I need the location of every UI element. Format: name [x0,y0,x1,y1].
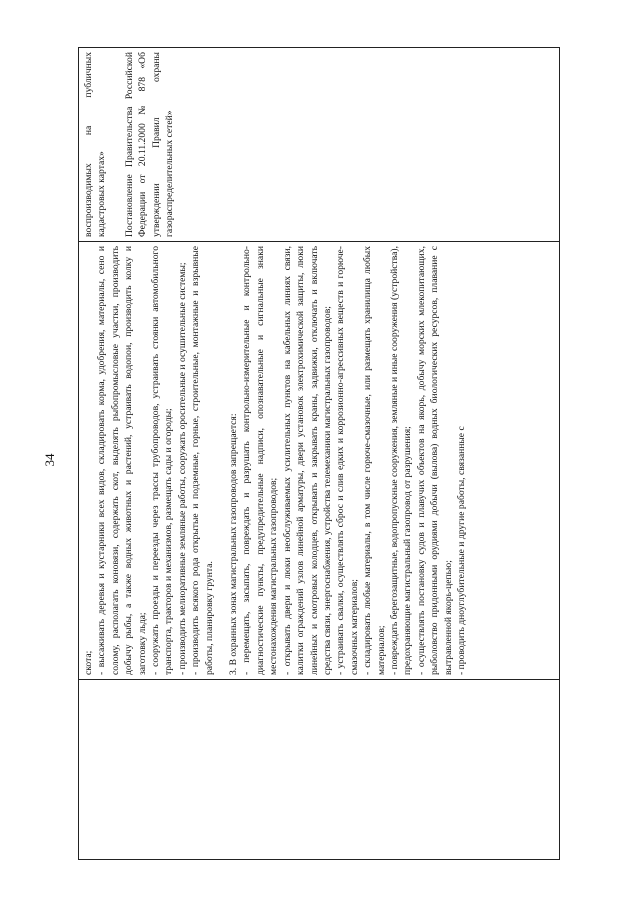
section-heading: 3. В охранных зонах магистральных газопроводов запрещается: [228,413,240,675]
restriction-paragraph: - сооружать проезды и переезды через трассы трубопроводов, устраивать стоянки автомобильного транспорта, тракторов и механизмов, размещать сады и огороды; [150,246,175,675]
table-row [79,48,560,860]
restriction-paragraph: - устраивать свалки, осуществлять сброс и слив едких и коррозионно-агрессивных веществ и горюче-смазочных материалов; [335,246,360,675]
restriction-paragraph: - проводить дноуглубительные и другие работы, связанные с [455,426,467,675]
restriction-paragraph: - осуществлять постановку судов и плавучих объектов на якорь, добычу морских млекопитающих, рыболовство придонными орудиями добычи (вылова) водных биологических ресурсов, плавание с вытравленной якорь-цепью; [415,246,454,675]
source-text [82,52,176,237]
restrictions-text [82,246,468,675]
landscape-table-wrapper [78,48,560,860]
restrictions-cell [79,242,560,680]
restriction-paragraph: скота; [83,650,94,675]
source-decree: Постановление Правительства Российской Федерации от 20.11.2000 № 878 «Об утверждении Правил охраны газораспределительных сетей» [123,52,176,237]
regulations-table [78,47,560,860]
source-cell [79,48,560,242]
restriction-paragraph: - перемещать, засыпать, повреждать и разрушать контрольно-измерительные и контрольно-диагностические пункты, предупредительные надписи, опознавательные и сигнальные знаки местонахождения магистральных газопроводов; [241,246,280,675]
rotated-table-frame [78,48,560,860]
restriction-paragraph: - складировать любые материалы, в том числе горюче-смазочные, или размещать хранилища любых материалов; [362,246,387,675]
restriction-paragraph: - открывать двери и люки необслуживаемых усилительных пунктов на кабельных линиях связи, калитки ограждений узлов линейной арматуры, двери установок электрохимической защиты, люки линейных и смотровых колодцев, открывать и закрывать краны, задвижки, отключать и включать средства связи, энергоснабжения, устройства телемеханики магистральных газопроводов; [281,246,333,675]
restriction-paragraph: - повреждать берегозащитные, водопропускные сооружения, земляные и иные сооружения (устройства), предохраняющие магистральный газопровод от разрушения; [388,246,414,675]
source-continuation: воспроизводимых на публичных кадастровых картах» [83,52,108,237]
restriction-paragraph: - производить мелиоративные земляные работы, сооружать оросительные и осушительные системы; [176,262,188,675]
restriction-paragraph: - высаживать деревья и кустарники всех видов, складировать корма, удобрения, материалы, сено и солому, располагать коновязи, содержать скот, выделять рыбопромысловые участки, производить добычу рыбы, а также водных животных и растений, устраивать водопои, производить колку и заготовку льда; [96,246,148,675]
restriction-paragraph: - производить всякого рода открытые и подземные, горные, строительные, монтажные и взрывные работы, планировку грунта. [190,246,215,675]
page-number: 34 [42,453,57,467]
object-cell [79,680,560,860]
